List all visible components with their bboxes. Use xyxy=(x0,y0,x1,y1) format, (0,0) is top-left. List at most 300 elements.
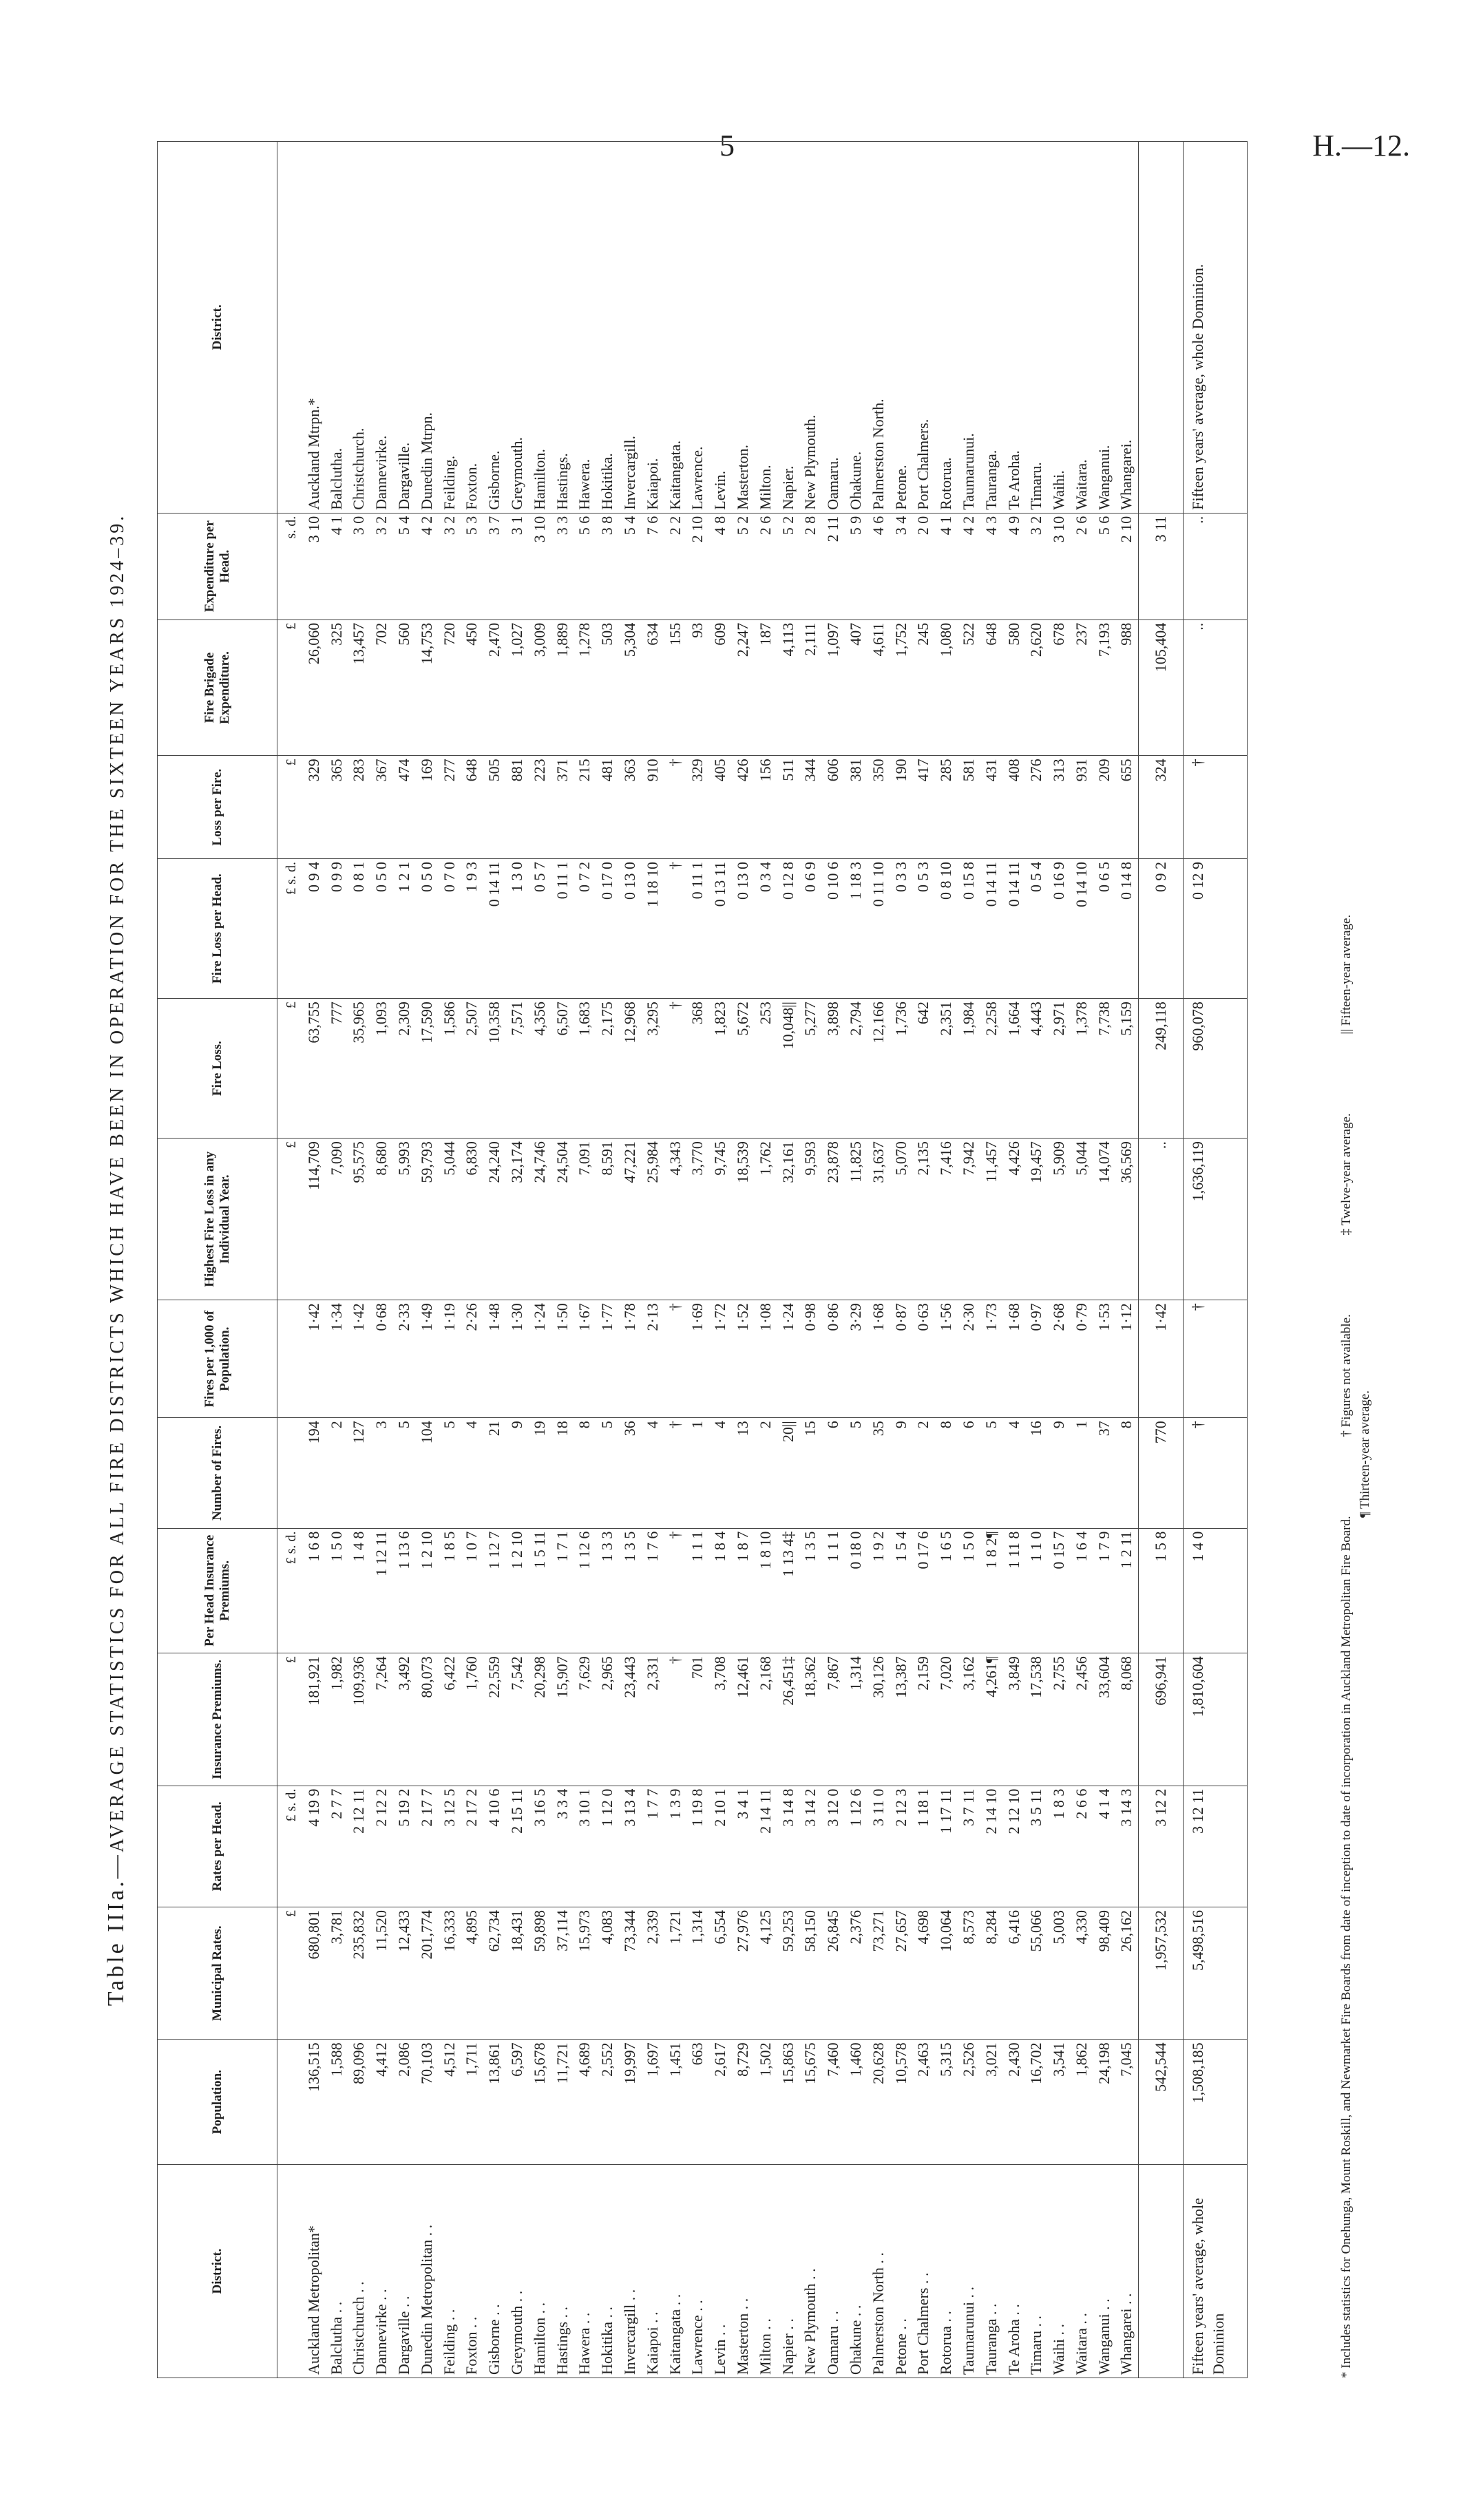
column-header: Fire Loss per Head. xyxy=(158,859,277,999)
table-cell: 5 19 2 xyxy=(393,1786,416,1907)
table-cell: 194 xyxy=(303,1418,326,1528)
table-cell: 3 8 xyxy=(596,513,619,620)
table-cell: 4 10 6 xyxy=(483,1786,506,1907)
table-cell: 1 13 6 xyxy=(393,1528,416,1653)
table-cell: 7 6 xyxy=(642,513,664,620)
table-cell: 2 12 10 xyxy=(1003,1786,1026,1907)
table-cell: Invercargill. xyxy=(619,142,642,513)
footnote-star: * Includes statistics for Onehunga, Mount Roskill, and Newmarket Fire Boards from date of inception to date of incorporation in Auckland Metropolitan Fire Board. xyxy=(1339,1516,1354,2378)
table-cell: 1 5 8 xyxy=(1139,1528,1184,1653)
table-cell: 0 5 0 xyxy=(416,859,439,999)
table-cell: Whangarei . . xyxy=(1115,2165,1138,2378)
table-cell: 1,586 xyxy=(439,999,461,1139)
table-cell: 450 xyxy=(461,620,483,756)
table-cell: Gisborne . . xyxy=(483,2165,506,2378)
table-cell: £ s. d. xyxy=(277,1528,303,1653)
table-row xyxy=(845,142,868,2378)
table-cell: Levin. xyxy=(709,142,732,513)
table-cell: 1,378 xyxy=(1071,999,1093,1139)
table-cell: 3 12 11 xyxy=(1184,1786,1248,1907)
table-cell: Waitara. xyxy=(1071,142,1093,513)
table-row xyxy=(1003,142,1026,2378)
table-cell: 4 xyxy=(642,1418,664,1528)
table-cell: Fifteen years' average, whole Dominion. xyxy=(1184,142,1248,513)
table-cell: 2·30 xyxy=(958,1300,980,1418)
table-cell: 4 xyxy=(709,1418,732,1528)
total-row xyxy=(1139,142,1184,2378)
table-cell: 35 xyxy=(868,1418,890,1528)
table-cell: 8,284 xyxy=(980,1907,1003,2040)
table-cell: Palmerston North . . xyxy=(868,2165,890,2378)
table-row xyxy=(1093,142,1116,2378)
table-cell: 235,832 xyxy=(348,1907,370,2040)
table-cell: 3 12 0 xyxy=(822,1786,845,1907)
table-cell: † xyxy=(664,1653,687,1786)
table-cell: 2 8 xyxy=(799,513,822,620)
table-row xyxy=(483,142,506,2378)
header-row xyxy=(158,142,277,2378)
table-cell: Masterton. xyxy=(732,142,755,513)
table-cell: 1·19 xyxy=(439,1300,461,1418)
table-cell: 1,736 xyxy=(890,999,913,1139)
table-cell: 680,801 xyxy=(303,1907,326,2040)
table-cell: 4,412 xyxy=(370,2040,393,2165)
table-cell: 0 17 0 xyxy=(596,859,619,999)
table-cell: 4 2 xyxy=(958,513,980,620)
table-cell: 3 12 2 xyxy=(1139,1786,1184,1907)
table-cell: 20|| xyxy=(777,1418,800,1528)
table-cell: 10,048|| xyxy=(777,999,800,1139)
table-row xyxy=(755,142,777,2378)
table-cell: 1 8 5 xyxy=(439,1528,461,1653)
table-cell xyxy=(277,142,303,513)
table-cell: 0·68 xyxy=(370,1300,393,1418)
table-cell: 0·97 xyxy=(1025,1300,1048,1418)
table-cell: 3 2 xyxy=(439,513,461,620)
table-cell: 1 2 1 xyxy=(393,859,416,999)
table-cell: 4,330 xyxy=(1071,1907,1093,2040)
table-cell: 663 xyxy=(686,2040,709,2165)
table-cell: 10,064 xyxy=(935,1907,958,2040)
table-cell: 5,672 xyxy=(732,999,755,1139)
table-cell: Auckland Metropolitan* xyxy=(303,2165,326,2378)
table-cell: 0 5 0 xyxy=(370,859,393,999)
table-cell: 0 16 9 xyxy=(1048,859,1071,999)
table-cell: 5,315 xyxy=(935,2040,958,2165)
table-cell: 1,760 xyxy=(461,1653,483,1786)
table-cell: 1·42 xyxy=(1139,1300,1184,1418)
table-row xyxy=(596,142,619,2378)
table-cell: 215 xyxy=(574,756,596,859)
table-cell: 26,451‡ xyxy=(777,1653,800,1786)
table-cell: 0 10 6 xyxy=(822,859,845,999)
table-cell: 4 3 xyxy=(980,513,1003,620)
table-row xyxy=(1115,142,1138,2378)
table-cell: 1 17 11 xyxy=(935,1786,958,1907)
table-cell: 3,295 xyxy=(642,999,664,1139)
table-cell: 156 xyxy=(755,756,777,859)
table-cell: 609 xyxy=(709,620,732,756)
table-cell: 2 10 xyxy=(1115,513,1138,620)
table-cell: 634 xyxy=(642,620,664,756)
table-cell: Invercargill . . xyxy=(619,2165,642,2378)
table-cell: 350 xyxy=(868,756,890,859)
table-cell: 1 12 0 xyxy=(596,1786,619,1907)
table-cell: s. d. xyxy=(277,513,303,620)
table-cell: 1 8 10 xyxy=(755,1528,777,1653)
table-cell: 0 18 0 xyxy=(845,1528,868,1653)
table-cell: 0 13 0 xyxy=(732,859,755,999)
table-cell: 105,404 xyxy=(1139,620,1184,756)
table-cell: Oamaru. xyxy=(822,142,845,513)
table-cell: 344 xyxy=(799,756,822,859)
table-cell: † xyxy=(664,1300,687,1418)
table-cell: 6,416 xyxy=(1003,1907,1026,2040)
table-cell: 55,066 xyxy=(1025,1907,1048,2040)
table-cell: 560 xyxy=(393,620,416,756)
table-cell: 7,542 xyxy=(506,1653,529,1786)
table-cell: 0 5 7 xyxy=(529,859,551,999)
table-cell: 2,526 xyxy=(958,2040,980,2165)
table-cell: 1,889 xyxy=(551,620,574,756)
table-cell: 9 xyxy=(1048,1418,1071,1528)
table-cell: 249,118 xyxy=(1139,999,1184,1139)
table-cell: 12,461 xyxy=(732,1653,755,1786)
table-cell: 2 14 11 xyxy=(755,1786,777,1907)
table-cell: 0 14 11 xyxy=(483,859,506,999)
table-cell: 0 15 8 xyxy=(958,859,980,999)
table-cell: 1·30 xyxy=(506,1300,529,1418)
table-cell: 2,258 xyxy=(980,999,1003,1139)
table-row xyxy=(326,142,348,2378)
table-cell: £ xyxy=(277,1139,303,1300)
table-cell: 9,745 xyxy=(709,1139,732,1300)
table-row xyxy=(822,142,845,2378)
table-cell: 5 4 xyxy=(393,513,416,620)
table-cell: 2 12 3 xyxy=(890,1786,913,1907)
table-cell: Gisborne. xyxy=(483,142,506,513)
table-cell: 7,460 xyxy=(822,2040,845,2165)
table-cell: 18 xyxy=(551,1418,574,1528)
table-cell: 1 7 1 xyxy=(551,1528,574,1653)
table-row xyxy=(416,142,439,2378)
table-cell: 169 xyxy=(416,756,439,859)
table-cell: 3 7 11 xyxy=(958,1786,980,1907)
table-cell: Feilding. xyxy=(439,142,461,513)
table-cell: 18,362 xyxy=(799,1653,822,1786)
footnote-line-1 xyxy=(1339,141,1354,2378)
table-cell: 1 4 8 xyxy=(348,1528,370,1653)
table-cell: 405 xyxy=(709,756,732,859)
table-cell: 1·49 xyxy=(416,1300,439,1418)
table-cell: 15,863 xyxy=(777,2040,800,2165)
table-cell: 2,086 xyxy=(393,2040,416,2165)
table-cell: 11,520 xyxy=(370,1907,393,2040)
table-cell: 4 9 xyxy=(1003,513,1026,620)
table-cell: 0 5 3 xyxy=(912,859,935,999)
table-cell: 580 xyxy=(1003,620,1026,756)
table-cell: 6,830 xyxy=(461,1139,483,1300)
table-cell: 481 xyxy=(596,756,619,859)
table-cell: Timaru. xyxy=(1025,142,1048,513)
table-cell: 2 17 7 xyxy=(416,1786,439,1907)
table-cell: 0 5 4 xyxy=(1025,859,1048,999)
table-cell: 5 4 xyxy=(619,513,642,620)
table-cell: 1,080 xyxy=(935,620,958,756)
table-cell: 1 5 11 xyxy=(529,1528,551,1653)
table-cell: 4,083 xyxy=(596,1907,619,2040)
table-cell: 2,456 xyxy=(1071,1653,1093,1786)
table-cell: Dunedin Mtrpn. xyxy=(416,142,439,513)
table-cell: 4 2 xyxy=(416,513,439,620)
table-cell: Waitara . . xyxy=(1071,2165,1093,2378)
table-cell: Kaiapoi. xyxy=(642,142,664,513)
table-cell: 417 xyxy=(912,756,935,859)
table-cell: 1 6 5 xyxy=(935,1528,958,1653)
table-row xyxy=(664,142,687,2378)
table-cell: Taumarunui. xyxy=(958,142,980,513)
table-cell: Hawera. xyxy=(574,142,596,513)
table-cell: 89,096 xyxy=(348,2040,370,2165)
table-cell: 1,752 xyxy=(890,620,913,756)
table-cell: 426 xyxy=(732,756,755,859)
table-cell: Hamilton . . xyxy=(529,2165,551,2378)
table-cell: 8 xyxy=(935,1418,958,1528)
table-cell: 1 11 8 xyxy=(1003,1528,1026,1653)
table-cell: 0 9 2 xyxy=(1139,859,1184,999)
table-cell: 474 xyxy=(393,756,416,859)
table-cell: 223 xyxy=(529,756,551,859)
table-cell: 313 xyxy=(1048,756,1071,859)
table-cell: 6,554 xyxy=(709,1907,732,2040)
table-cell: .. xyxy=(1184,513,1248,620)
table-cell: Greymouth. xyxy=(506,142,529,513)
table-row xyxy=(529,142,551,2378)
table-cell: 1·42 xyxy=(348,1300,370,1418)
table-cell: 1,278 xyxy=(574,620,596,756)
table-cell: 19,997 xyxy=(619,2040,642,2165)
table-cell: 17,590 xyxy=(416,999,439,1139)
table-cell: 1,711 xyxy=(461,2040,483,2165)
table-cell: Balclutha. xyxy=(326,142,348,513)
table-cell: Lawrence. xyxy=(686,142,709,513)
table-cell: Milton. xyxy=(755,142,777,513)
table-cell: 2,463 xyxy=(912,2040,935,2165)
table-cell: 2,111 xyxy=(799,620,822,756)
table-row xyxy=(1048,142,1071,2378)
table-cell: 23,878 xyxy=(822,1139,845,1300)
table-cell: 1,314 xyxy=(686,1907,709,2040)
table-cell: 4 6 xyxy=(868,513,890,620)
table-cell: 1 8 3 xyxy=(1048,1786,1071,1907)
table-row xyxy=(370,142,393,2378)
table-cell: 3 0 xyxy=(348,513,370,620)
table-cell: 648 xyxy=(980,620,1003,756)
table-cell: 1 3 5 xyxy=(799,1528,822,1653)
table-cell: £ xyxy=(277,999,303,1139)
table-cell: † xyxy=(1184,1300,1248,1418)
table-cell: Kaiapoi . . xyxy=(642,2165,664,2378)
table-cell: 13,457 xyxy=(348,620,370,756)
table-cell: 1,636,119 xyxy=(1184,1139,1248,1300)
table-cell: 655 xyxy=(1115,756,1138,859)
column-header: Number of Fires. xyxy=(158,1418,277,1528)
table-cell: 2·33 xyxy=(393,1300,416,1418)
footnote-parallel: || Fifteen-year average. xyxy=(1339,914,1354,1035)
column-header: Rates per Head. xyxy=(158,1786,277,1907)
table-cell: 24,240 xyxy=(483,1139,506,1300)
footnote-para: ¶ Thirteen-year average. xyxy=(1358,1390,1372,1518)
table-cell: † xyxy=(664,1418,687,1528)
table-cell: 1 7 6 xyxy=(642,1528,664,1653)
table-cell: 1,683 xyxy=(574,999,596,1139)
table-cell: 2,552 xyxy=(596,2040,619,2165)
table-cell: 1,984 xyxy=(958,999,980,1139)
table-cell: 4 xyxy=(1003,1418,1026,1528)
rotated-table-region xyxy=(103,141,1405,2378)
table-cell: 59,898 xyxy=(529,1907,551,2040)
table-cell: 3,898 xyxy=(822,999,845,1139)
table-cell: 2 0 xyxy=(912,513,935,620)
table-cell: 503 xyxy=(596,620,619,756)
column-header: Per Head Insurance Premiums. xyxy=(158,1528,277,1653)
table-cell: £ xyxy=(277,756,303,859)
table-cell: 0·87 xyxy=(890,1300,913,1418)
table-cell: 9,593 xyxy=(799,1139,822,1300)
table-cell: 2,376 xyxy=(845,1907,868,2040)
table-cell: 407 xyxy=(845,620,868,756)
table-cell: 1·56 xyxy=(935,1300,958,1418)
table-cell: Oamaru . . xyxy=(822,2165,845,2378)
table-cell: 770 xyxy=(1139,1418,1184,1528)
table-cell: 37 xyxy=(1093,1418,1116,1528)
table-cell: 20,628 xyxy=(868,2040,890,2165)
table-cell: 114,709 xyxy=(303,1139,326,1300)
table-cell: Dargaville. xyxy=(393,142,416,513)
table-cell: 3 10 xyxy=(529,513,551,620)
table-cell: Milton . . xyxy=(755,2165,777,2378)
table-cell: 7,091 xyxy=(574,1139,596,1300)
table-cell: 3,492 xyxy=(393,1653,416,1786)
table-cell: 16,333 xyxy=(439,1907,461,2040)
table-cell: † xyxy=(664,859,687,999)
table-cell: 5 xyxy=(596,1418,619,1528)
table-cell: 1,823 xyxy=(709,999,732,1139)
table-cell: 367 xyxy=(370,756,393,859)
table-cell: 4,261¶ xyxy=(980,1653,1003,1786)
table-cell: 1 xyxy=(1071,1418,1093,1528)
table-cell: 9 xyxy=(506,1418,529,1528)
table-cell: 1,097 xyxy=(822,620,845,756)
table-cell: 6,422 xyxy=(439,1653,461,1786)
table-cell: 1·53 xyxy=(1093,1300,1116,1418)
table-cell: Napier. xyxy=(777,142,800,513)
table-row xyxy=(935,142,958,2378)
table-cell: 7,193 xyxy=(1093,620,1116,756)
table-cell: 11,825 xyxy=(845,1139,868,1300)
table-cell: 17,538 xyxy=(1025,1653,1048,1786)
table-cell: 11,457 xyxy=(980,1139,1003,1300)
table-cell: 1·50 xyxy=(551,1300,574,1418)
table-cell: 2,175 xyxy=(596,999,619,1139)
table-cell: 4 8 xyxy=(709,513,732,620)
table-cell: 0 9 9 xyxy=(326,859,348,999)
table-cell: 329 xyxy=(303,756,326,859)
table-cell: 283 xyxy=(348,756,370,859)
table-cell: 1 8 7 xyxy=(732,1528,755,1653)
table-cell: 1 3 0 xyxy=(506,859,529,999)
table-cell: 1,982 xyxy=(326,1653,348,1786)
table-cell: 1·69 xyxy=(686,1300,709,1418)
table-cell: 1·68 xyxy=(1003,1300,1026,1418)
table-cell: 4,443 xyxy=(1025,999,1048,1139)
table-cell: 1 xyxy=(686,1418,709,1528)
table-cell: 881 xyxy=(506,756,529,859)
table-cell: 1,502 xyxy=(755,2040,777,2165)
table-cell: 0 13 11 xyxy=(709,859,732,999)
table-cell: 2·26 xyxy=(461,1300,483,1418)
table-cell: 187 xyxy=(755,620,777,756)
table-cell: 1·24 xyxy=(777,1300,800,1418)
table-cell: 0 3 4 xyxy=(755,859,777,999)
table-cell: 408 xyxy=(1003,756,1026,859)
table-cell: 0 13 0 xyxy=(619,859,642,999)
table-cell: 7,867 xyxy=(822,1653,845,1786)
table-cell: 960,078 xyxy=(1184,999,1248,1139)
table-cell: Levin . . xyxy=(709,2165,732,2378)
table-cell: 5,909 xyxy=(1048,1139,1071,1300)
table-cell: 2 17 2 xyxy=(461,1786,483,1907)
table-cell: 1 7 7 xyxy=(642,1786,664,1907)
table-cell: Foxton. xyxy=(461,142,483,513)
table-cell: † xyxy=(664,999,687,1139)
table-cell: 245 xyxy=(912,620,935,756)
table-cell: 7,942 xyxy=(958,1139,980,1300)
table-cell: 0 6 9 xyxy=(799,859,822,999)
table-cell: 1,762 xyxy=(755,1139,777,1300)
table-cell: 1,862 xyxy=(1071,2040,1093,2165)
table-row xyxy=(303,142,326,2378)
table-cell: 2 10 xyxy=(686,513,709,620)
table-cell: 0 7 0 xyxy=(439,859,461,999)
table-cell: 0 7 2 xyxy=(574,859,596,999)
table-cell xyxy=(277,2040,303,2165)
table-cell: 0 6 5 xyxy=(1093,859,1116,999)
table-cell: 35,965 xyxy=(348,999,370,1139)
table-row xyxy=(912,142,935,2378)
table-cell: 3 14 8 xyxy=(777,1786,800,1907)
table-cell: Te Aroha . . xyxy=(1003,2165,1026,2378)
table-cell: 2,247 xyxy=(732,620,755,756)
table-cell xyxy=(277,2165,303,2378)
table-cell: 26,060 xyxy=(303,620,326,756)
table-cell: Greymouth . . xyxy=(506,2165,529,2378)
table-row xyxy=(642,142,664,2378)
table-cell: 2,620 xyxy=(1025,620,1048,756)
table-title xyxy=(103,141,129,2378)
table-cell: † xyxy=(664,756,687,859)
table-cell: Hawera . . xyxy=(574,2165,596,2378)
table-cell: 1 1 0 xyxy=(1025,1528,1048,1653)
table-cell: 368 xyxy=(686,999,709,1139)
table-cell: 1 18 1 xyxy=(912,1786,935,1907)
table-cell: 3,009 xyxy=(529,620,551,756)
table-cell: 1·34 xyxy=(326,1300,348,1418)
table-row xyxy=(686,142,709,2378)
table-cell: 1 5 0 xyxy=(958,1528,980,1653)
table-cell: 59,253 xyxy=(777,1907,800,2040)
table-cell: Masterton . . xyxy=(732,2165,755,2378)
